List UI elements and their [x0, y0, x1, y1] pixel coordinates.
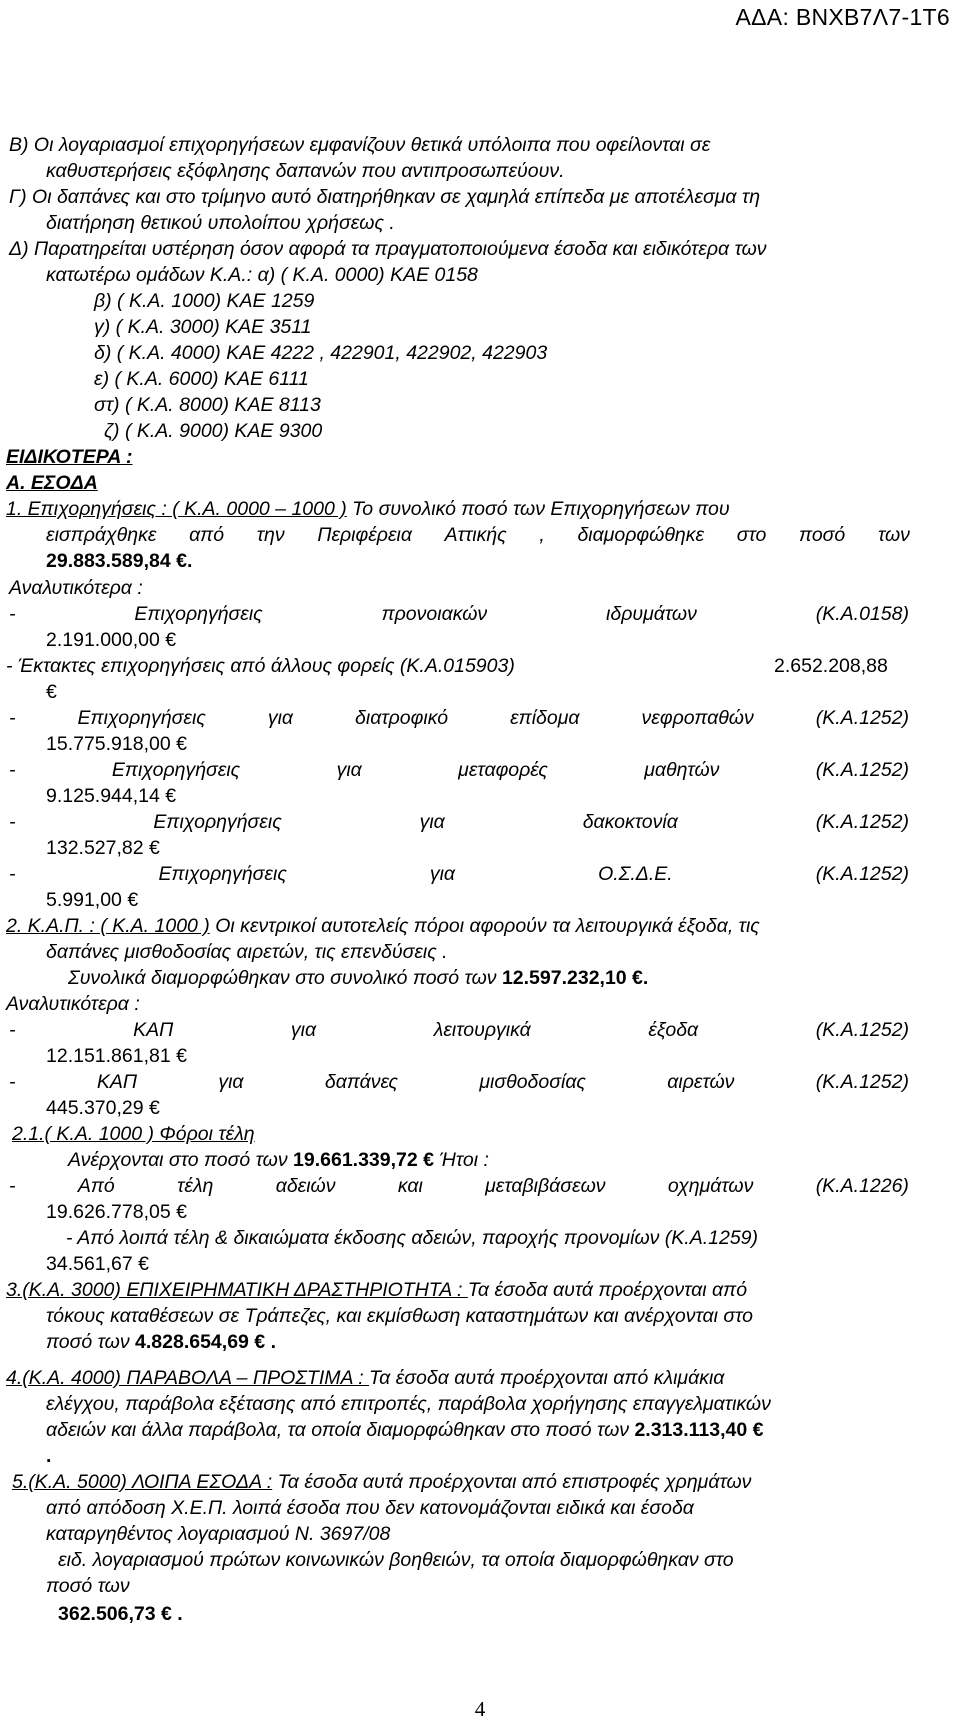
- section-1-line2-justified: [46, 523, 910, 547]
- section-1-heading: 1. Επιχορηγήσεις : ( Κ.Α. 0000 – 1000 ): [6, 498, 347, 520]
- w: Ο.Σ.Δ.Ε.: [598, 863, 673, 885]
- w: μισθοδοσίας: [479, 1071, 586, 1093]
- section-5-line2: από απόδοση Χ.Ε.Π. λοιπά έσοδα που δεν κατονομάζονται ειδικά και έσοδα: [46, 1497, 694, 1519]
- w: την: [256, 524, 285, 546]
- heading-revenues: Α. ΕΣΟΔΑ: [6, 472, 98, 494]
- row-kap-operating-amount: 12.151.861,81 €: [46, 1045, 187, 1067]
- w: εισπράχθηκε: [46, 524, 157, 546]
- analytic-label-2: Αναλυτικότερα :: [6, 993, 140, 1015]
- row-grant-transport-amount: 9.125.944,14 €: [46, 785, 177, 807]
- w: Επιχορηγήσεις: [111, 759, 241, 781]
- section-2-line3: [68, 966, 648, 990]
- section-4-dot: .: [46, 1445, 52, 1467]
- w: ΚΑΠ: [133, 1019, 174, 1041]
- w: για: [290, 1019, 317, 1041]
- w: (Κ.Α.1226): [815, 1175, 909, 1197]
- w: επίδομα: [510, 707, 580, 729]
- section-3-line3: [46, 1330, 276, 1354]
- w: -: [9, 759, 16, 781]
- section-4-text: Τα έσοδα αυτά προέρχονται από κλιμάκια: [369, 1367, 725, 1389]
- w: των: [877, 524, 910, 546]
- section-21-text-b: Ήτοι :: [433, 1149, 489, 1171]
- w: (Κ.Α.0158): [815, 603, 909, 625]
- w: νεφροπαθών: [641, 707, 754, 729]
- section-21-amount: 19.661.339,72 €: [293, 1149, 434, 1171]
- group-item: στ) ( Κ.Α. 8000) ΚΑΕ 8113: [94, 394, 321, 416]
- w: Επιχορηγήσεις: [77, 707, 206, 729]
- w: για: [419, 811, 445, 833]
- para-g-line2: διατήρηση θετικού υπολοίπου χρήσεως .: [46, 212, 395, 234]
- para-d-line1: Δ) Παρατηρείται υστέρηση όσον αφορά τα πραγματοποιούμενα έσοδα και ειδικότερα των: [9, 238, 767, 260]
- row-grant-nephro: [9, 706, 909, 730]
- section-1-line1: [6, 497, 730, 521]
- group-item: ζ) ( Κ.Α. 9000) ΚΑΕ 9300: [104, 420, 323, 442]
- w: (Κ.Α.1252): [815, 1071, 909, 1093]
- row-extra-grants: - Έκτακτες επιχορηγήσεις από άλλους φορείς (Κ.Α.015903): [6, 655, 515, 677]
- section-5-text: Τα έσοδα αυτά προέρχονται από επιστροφές χρημάτων: [272, 1471, 752, 1493]
- section-3-heading: 3.(Κ.Α. 3000) ΕΠΙΧΕΙΡΗΜΑΤΙΚΗ ΔΡΑΣΤΗΡΙΟΤΗΤΑ :: [6, 1279, 468, 1301]
- group-item: β) ( Κ.Α. 1000) ΚΑΕ 1259: [94, 290, 315, 312]
- section-5-line1: [12, 1470, 751, 1494]
- w: έξοδα: [648, 1019, 699, 1041]
- section-2-text: Οι κεντρικοί αυτοτελείς πόροι αφορούν τα λειτουργικά έξοδα, τις: [209, 915, 760, 937]
- w: και: [397, 1175, 423, 1197]
- w: ιδρυμάτων: [606, 603, 697, 625]
- w: διαμορφώθηκε: [577, 524, 705, 546]
- row-grant-dacus-amount: 132.527,82 €: [46, 837, 160, 859]
- w: Επιχορηγήσεις: [134, 603, 263, 625]
- w: Περιφέρεια: [317, 524, 412, 546]
- section-4-amount: 2.313.113,40 €: [634, 1419, 764, 1441]
- group-item: γ) ( Κ.Α. 3000) ΚΑΕ 3511: [94, 316, 312, 338]
- row-kap-payroll: [9, 1070, 909, 1094]
- section-2-heading: 2. Κ.Α.Π. : ( Κ.Α. 1000 ): [6, 915, 210, 937]
- section-21-text-a: Ανέρχονται στο ποσό των: [68, 1149, 294, 1171]
- row-grant-welfare-amount: 2.191.000,00 €: [46, 629, 177, 651]
- section-1-amount: 29.883.589,84 €.: [46, 550, 193, 572]
- w: Επιχορηγήσεις: [153, 811, 282, 833]
- group-item: δ) ( Κ.Α. 4000) ΚΑΕ 4222 , 422901, 422902, 422903: [94, 342, 548, 364]
- section-2-amount: 12.597.232,10 €.: [501, 967, 649, 989]
- w: ,: [539, 524, 545, 546]
- w: λειτουργικά: [433, 1019, 531, 1041]
- section-21-line2: [68, 1148, 489, 1172]
- w: ΚΑΠ: [96, 1071, 137, 1093]
- row-grant-nephro-amount: 15.775.918,00 €: [46, 733, 187, 755]
- row-vehicle-fees: [9, 1174, 909, 1198]
- section-2-line2: δαπάνες μισθοδοσίας αιρετών, τις επενδύσεις .: [46, 941, 448, 963]
- w: από: [189, 524, 225, 546]
- section-3-line3-text: ποσό των: [46, 1331, 136, 1353]
- w: ποσό: [799, 524, 846, 546]
- w: προνοιακών: [381, 603, 488, 625]
- row-other-fees-amount: 34.561,67 €: [46, 1253, 150, 1275]
- row-grant-osde-amount: 5.991,00 €: [46, 889, 139, 911]
- w: Αττικής: [444, 524, 507, 546]
- row-grant-dacus: [9, 810, 909, 834]
- section-4-line3: [46, 1418, 763, 1442]
- page-number: 4: [474, 1697, 486, 1721]
- section-5-line5: ποσό των: [46, 1575, 130, 1597]
- section-4-line2: ελέγχου, παράβολα εξέτασης από επιτροπές, παράβολα χορήγησης επαγγελματικών: [46, 1393, 771, 1415]
- row-extra-grants-currency: €: [46, 681, 57, 703]
- para-b-line1: Β) Οι λογαριασμοί επιχορηγήσεων εμφανίζουν θετικά υπόλοιπα που οφείλονται σε: [9, 134, 711, 156]
- group-item: ε) ( Κ.Α. 6000) ΚΑΕ 6111: [94, 368, 309, 390]
- w: για: [429, 863, 456, 885]
- section-4-line1: [6, 1366, 724, 1390]
- para-d-line2: κατωτέρω ομάδων Κ.Α.: α) ( Κ.Α. 0000) ΚΑΕ 0158: [46, 264, 478, 286]
- w: αδειών: [275, 1175, 336, 1197]
- w: δακοκτονία: [582, 811, 678, 833]
- w: (Κ.Α.1252): [815, 811, 909, 833]
- row-grant-transport: [9, 758, 909, 782]
- section-5-line3: καταργηθέντος λογαριασμού Ν. 3697/08: [46, 1523, 391, 1545]
- w: -: [9, 707, 16, 729]
- ada-code: ΑΔΑ: ΒΝΧΒ7Λ7-1Τ6: [735, 4, 950, 30]
- w: αιρετών: [667, 1071, 735, 1093]
- w: δαπάνες: [324, 1071, 399, 1093]
- w: -: [9, 811, 16, 833]
- para-b-line2: καθυστερήσεις εξόφλησης δαπανών που αντιπροσωπεύουν.: [46, 160, 565, 182]
- w: (Κ.Α.1252): [815, 1019, 909, 1041]
- section-5-amount: 362.506,73 € .: [58, 1603, 183, 1625]
- section-5-line4: ειδ. λογαριασμού πρώτων κοινωνικών βοηθειών, τα οποία διαμορφώθηκαν στο: [58, 1549, 734, 1571]
- w: (Κ.Α.1252): [815, 863, 909, 885]
- row-kap-payroll-amount: 445.370,29 €: [46, 1097, 160, 1119]
- w: -: [9, 1019, 16, 1041]
- w: (Κ.Α.1252): [815, 759, 909, 781]
- w: στο: [736, 524, 767, 546]
- w: (Κ.Α.1252): [815, 707, 909, 729]
- w: μαθητών: [644, 759, 720, 781]
- section-3-line1: [6, 1278, 747, 1302]
- row-grant-osde: [9, 862, 909, 886]
- section-21-heading: 2.1.( Κ.Α. 1000 ) Φόροι τέλη: [12, 1123, 255, 1145]
- section-1-line2: [46, 523, 910, 547]
- heading-specifically: ΕΙΔΙΚΟΤΕΡΑ :: [6, 446, 133, 468]
- section-1-text: Το συνολικό ποσό των Επιχορηγήσεων που: [346, 498, 730, 520]
- section-3-line2: τόκους καταθέσεων σε Τράπεζες, και εκμίσθωση καταστημάτων και ανέρχονται στο: [46, 1305, 753, 1327]
- row-extra-grants-value: 2.652.208,88: [774, 655, 888, 677]
- analytic-label: Αναλυτικότερα :: [9, 577, 143, 599]
- section-4-heading: 4.(Κ.Α. 4000) ΠΑΡΑΒΟΛΑ – ΠΡΟΣΤΙΜΑ :: [6, 1367, 370, 1389]
- w: για: [218, 1071, 244, 1093]
- row-grant-welfare: [9, 602, 909, 626]
- w: οχημάτων: [667, 1175, 754, 1197]
- section-3-amount: 4.828.654,69 € .: [135, 1331, 276, 1353]
- w: για: [267, 707, 294, 729]
- w: -: [9, 1071, 16, 1093]
- w: -: [9, 863, 16, 885]
- row-vehicle-fees-amount: 19.626.778,05 €: [46, 1201, 187, 1223]
- w: -: [9, 603, 16, 625]
- w: για: [336, 759, 362, 781]
- section-4-line3-text: αδειών και άλλα παράβολα, τα οποία διαμορφώθηκαν στο ποσό των: [46, 1419, 635, 1441]
- w: τέλη: [177, 1175, 214, 1197]
- w: μεταφορές: [458, 759, 548, 781]
- section-2-line1: [6, 914, 760, 938]
- section-5-heading: 5.(Κ.Α. 5000) ΛΟΙΠΑ ΕΣΟΔΑ :: [12, 1471, 273, 1493]
- w: Από: [77, 1175, 115, 1197]
- row-kap-operating: [9, 1018, 909, 1042]
- section-2-line3-text: Συνολικά διαμορφώθηκαν στο συνολικό ποσό των: [68, 967, 502, 989]
- section-3-text: Τα έσοδα αυτά προέρχονται από: [467, 1279, 748, 1301]
- w: Επιχορηγήσεις: [158, 863, 287, 885]
- row-other-fees: - Από λοιπά τέλη & δικαιώματα έκδοσης αδειών, παροχής προνομίων (Κ.Α.1259): [66, 1227, 759, 1249]
- para-g-line1: Γ) Οι δαπάνες και στο τρίμηνο αυτό διατηρήθηκαν σε χαμηλά επίπεδα με αποτέλεσμα τη: [9, 186, 761, 208]
- w: -: [9, 1175, 16, 1197]
- w: μεταβιβάσεων: [485, 1175, 606, 1197]
- w: διατροφικό: [355, 707, 449, 729]
